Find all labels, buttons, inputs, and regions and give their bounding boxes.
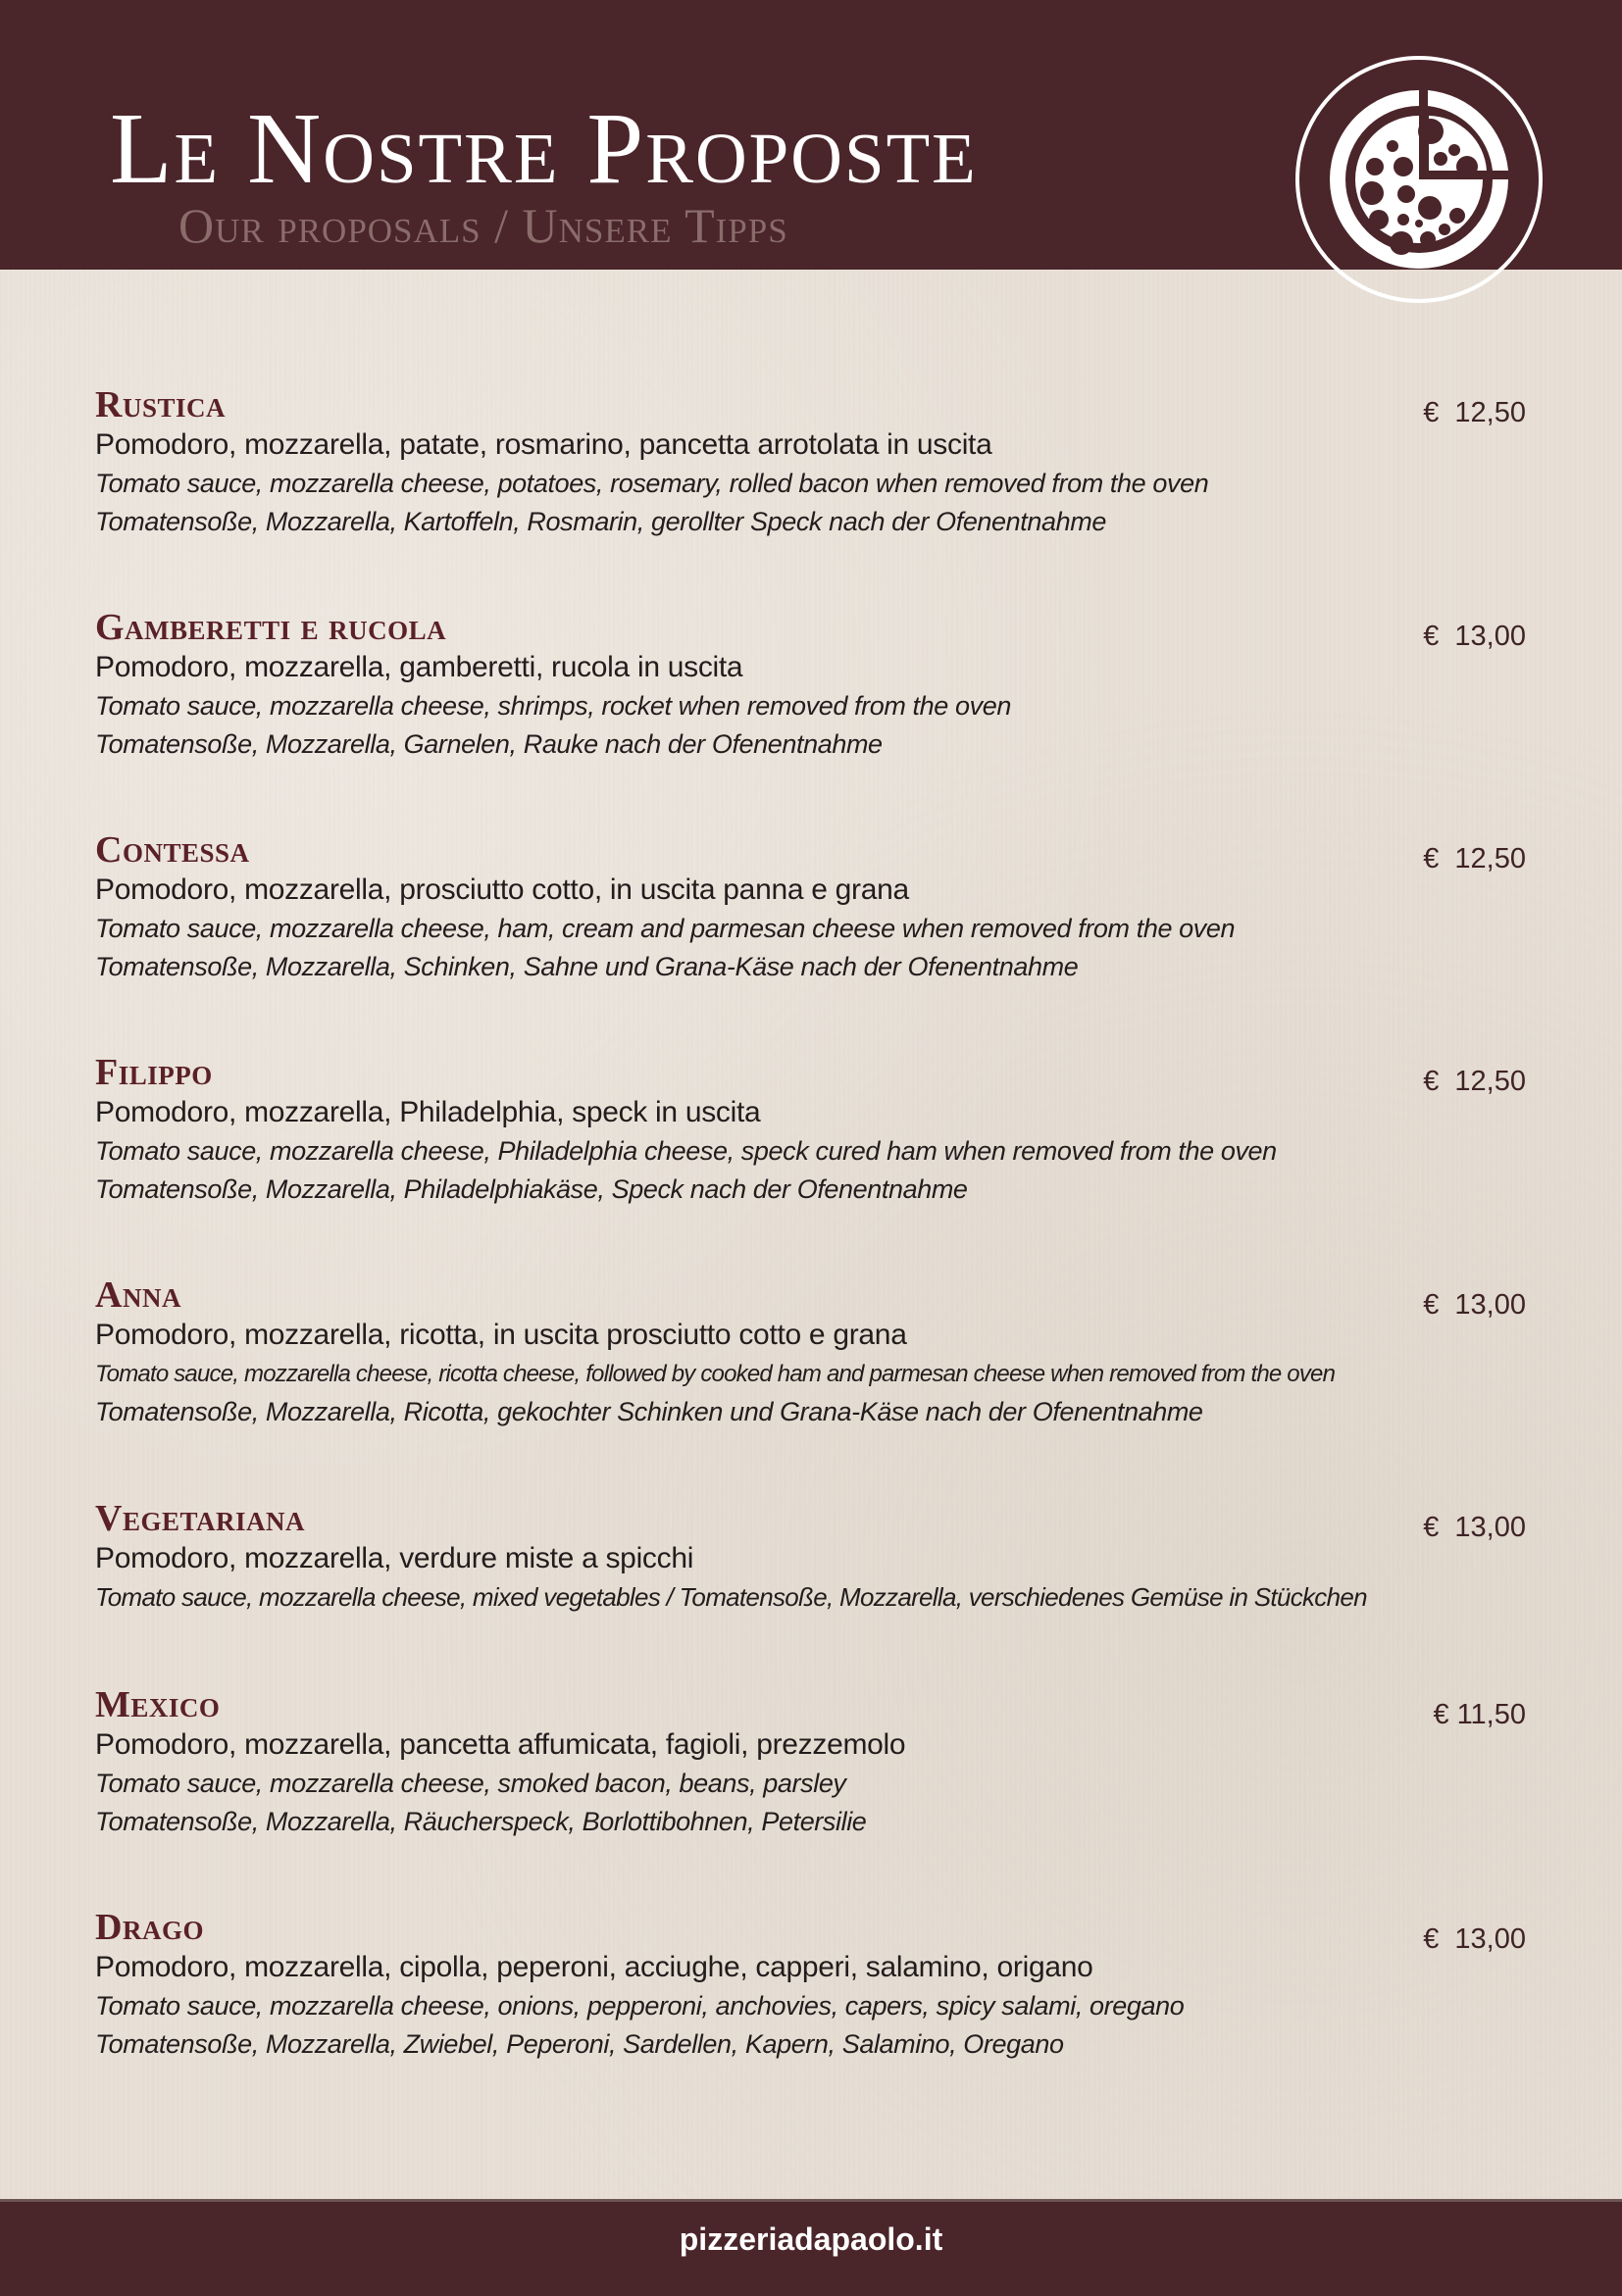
item-price: € 12,50 (1423, 843, 1526, 874)
euro-icon: € (1423, 621, 1440, 652)
euro-icon: € (1423, 843, 1440, 874)
item-german: Tomatensoße, Mozzarella, Schinken, Sahne und Grana-Käse nach der Ofenentnahme (95, 952, 1079, 981)
euro-icon: € (1423, 1512, 1440, 1543)
item-english: Tomato sauce, mozzarella cheese, shrimps, rocket when removed from the oven (95, 691, 1011, 721)
item-german: Tomatensoße, Mozzarella, Kartoffeln, Rosmarin, gerollter Speck nach der Ofenentnahme (95, 507, 1106, 536)
item-english: Tomato sauce, mozzarella cheese, onions, pepperoni, anchovies, capers, spicy salami, oregano (95, 1991, 1185, 2021)
item-price: € 12,50 (1423, 397, 1526, 428)
menu-item-rustica (95, 384, 1527, 541)
page-title: Le Nostre Proposte (110, 92, 978, 205)
item-english: Tomato sauce, mozzarella cheese, ham, cream and parmesan cheese when removed from the oven (95, 914, 1236, 943)
item-english: Tomato sauce, mozzarella cheese, ricotta cheese, followed by cooked ham and parmesan cheese when removed from the oven (95, 1361, 1336, 1387)
item-italian: Pomodoro, mozzarella, patate, rosmarino, pancetta arrotolata in uscita (95, 428, 992, 461)
item-italian: Pomodoro, mozzarella, prosciutto cotto, in uscita panna e grana (95, 873, 909, 906)
pizza-logo-icon (1291, 51, 1547, 308)
item-english: Tomato sauce, mozzarella cheese, Philadelphia cheese, speck cured ham when removed from the oven (95, 1136, 1277, 1166)
item-price: € 13,00 (1423, 1923, 1526, 1955)
item-name: Gamberetti e rucola (95, 607, 447, 648)
item-price: € 13,00 (1423, 1289, 1526, 1321)
page-subtitle: Our proposals / Unsere Tipps (178, 198, 788, 253)
item-german: Tomatensoße, Mozzarella, Räucherspeck, Borlottibohnen, Petersilie (95, 1807, 867, 1836)
item-italian: Pomodoro, mozzarella, ricotta, in uscita prosciutto cotto e grana (95, 1319, 907, 1351)
item-price: € 13,00 (1423, 621, 1526, 652)
item-italian: Pomodoro, mozzarella, pancetta affumicata, fagioli, prezzemolo (95, 1728, 906, 1761)
euro-icon: € (1433, 1699, 1449, 1730)
menu-item-mexico (95, 1684, 1527, 1841)
item-name: Contessa (95, 829, 250, 871)
website-link[interactable]: pizzeriadapaolo.it (679, 2221, 943, 2257)
item-italian: Pomodoro, mozzarella, cipolla, peperoni, acciughe, capperi, salamino, origano (95, 1951, 1093, 1983)
menu-item-vegetariana (95, 1498, 1527, 1617)
item-name: Anna (95, 1274, 181, 1316)
menu-item-filippo (95, 1052, 1527, 1209)
menu-item-anna (95, 1274, 1527, 1431)
item-german: Tomatensoße, Mozzarella, Philadelphiakäse, Speck nach der Ofenentnahme (95, 1174, 968, 1204)
item-price: € 13,00 (1423, 1512, 1526, 1543)
footer-banner (0, 2199, 1622, 2296)
euro-icon: € (1423, 1066, 1440, 1097)
item-english: Tomato sauce, mozzarella cheese, potatoes, rosemary, rolled bacon when removed from the oven (95, 469, 1209, 498)
euro-icon: € (1423, 1923, 1440, 1955)
item-price: € 12,50 (1423, 1066, 1526, 1097)
item-german: Tomatensoße, Mozzarella, Garnelen, Rauke nach der Ofenentnahme (95, 729, 883, 759)
item-name: Drago (95, 1907, 204, 1948)
item-name: Rustica (95, 384, 226, 425)
menu-item-drago (95, 1907, 1527, 2064)
item-name: Filippo (95, 1052, 213, 1093)
euro-icon: € (1423, 1289, 1440, 1321)
item-german: Tomatensoße, Mozzarella, Zwiebel, Peperoni, Sardellen, Kapern, Salamino, Oregano (95, 2029, 1064, 2059)
euro-icon: € (1423, 397, 1440, 428)
item-name: Vegetariana (95, 1498, 305, 1539)
item-german: Tomatensoße, Mozzarella, Ricotta, gekochter Schinken und Grana-Käse nach der Ofenentnahme (95, 1397, 1203, 1426)
item-price: € 11,50 (1433, 1699, 1526, 1730)
item-italian: Pomodoro, mozzarella, Philadelphia, speck in uscita (95, 1096, 761, 1128)
item-english: Tomato sauce, mozzarella cheese, smoked bacon, beans, parsley (95, 1769, 846, 1798)
menu-item-contessa (95, 829, 1527, 986)
item-english-german: Tomato sauce, mozzarella cheese, mixed vegetables / Tomatensoße, Mozzarella, verschiedenes Gemüse in Stückchen (95, 1582, 1367, 1612)
menu-item-gamberetti-e-rucola (95, 607, 1527, 764)
item-name: Mexico (95, 1684, 221, 1725)
item-italian: Pomodoro, mozzarella, verdure miste a spicchi (95, 1542, 694, 1574)
item-italian: Pomodoro, mozzarella, gamberetti, rucola in uscita (95, 651, 743, 683)
